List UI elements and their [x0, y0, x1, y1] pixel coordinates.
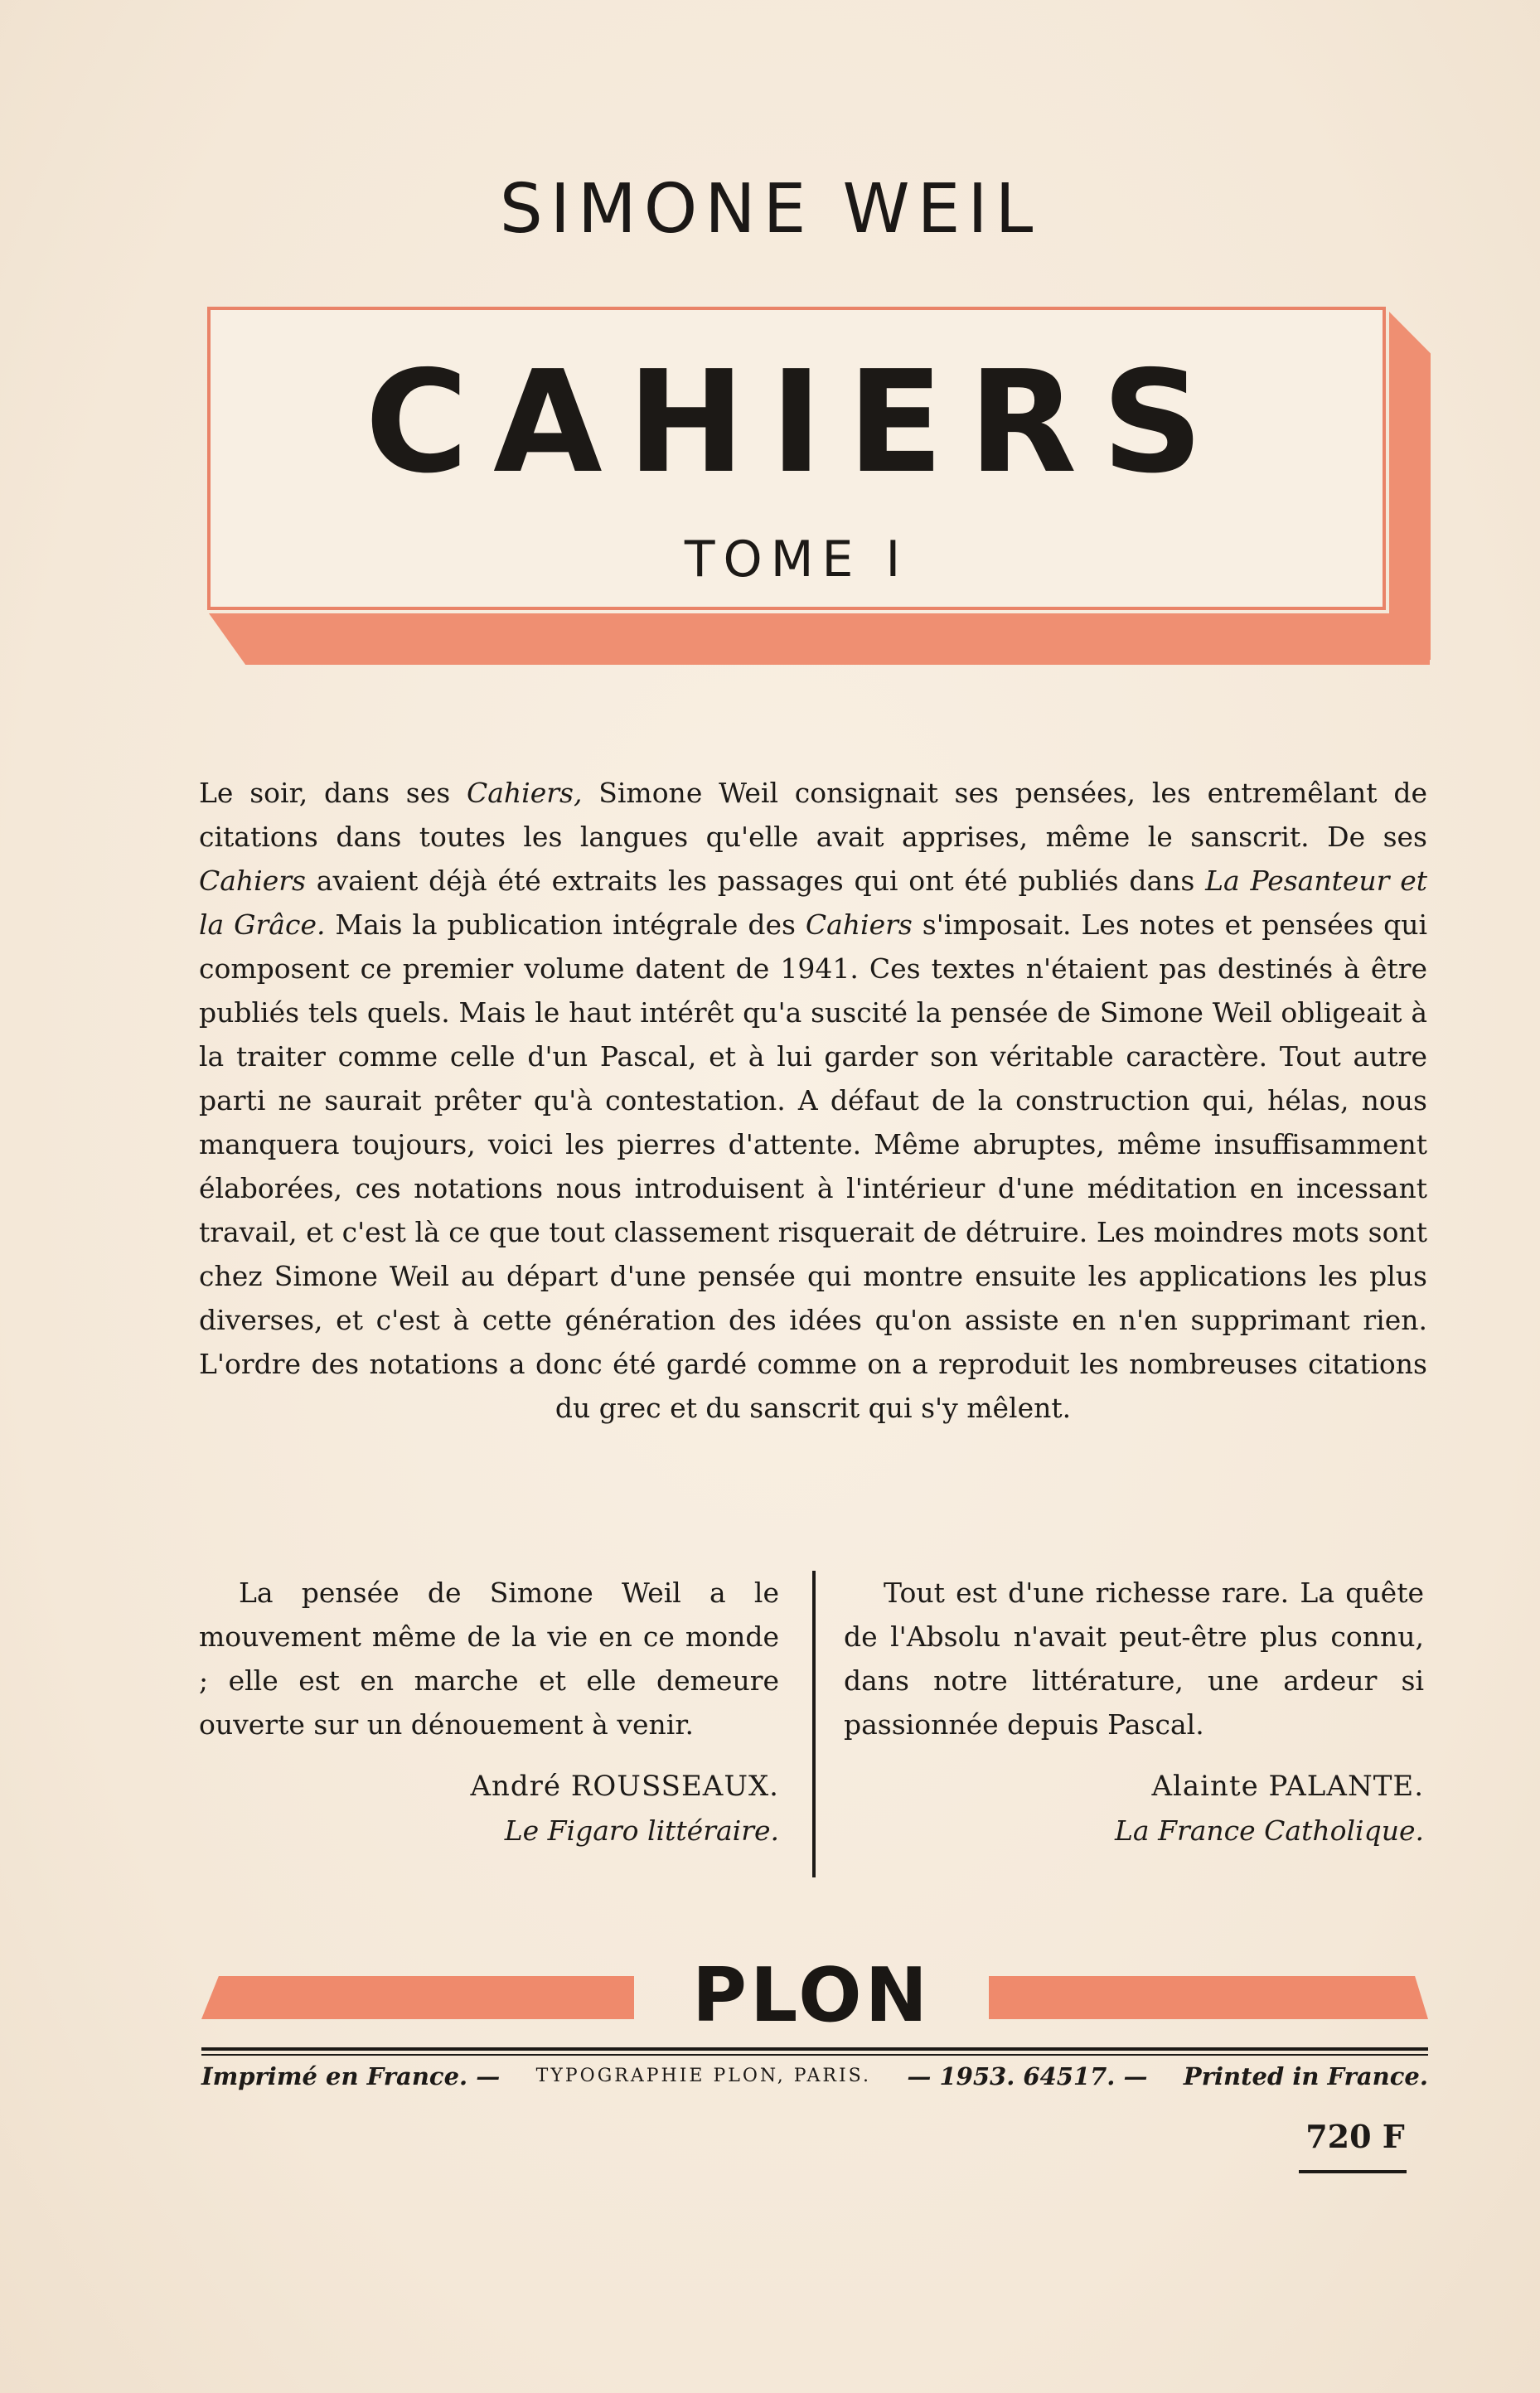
description-part: avaient déjà été extraits les passages qui ont été publiés dans	[305, 865, 1206, 897]
quote-author: Alainte PALANTE.	[1151, 1770, 1424, 1803]
title-box-shadow-bottom	[209, 613, 1430, 665]
imprint-rule-thin	[201, 2054, 1428, 2056]
description-part: Simone Weil consignait ses pensées, les entremêlant de citations dans toutes les langues qu'elle avait apprises, même le sanscrit. De ses	[199, 777, 1427, 853]
description-part: Le soir, dans ses	[199, 777, 467, 809]
book-title: CAHIERS	[365, 341, 1228, 505]
price-label: 720 F	[1305, 2118, 1405, 2155]
imprint-typography: TYPOGRAPHIE PLON, PARIS.	[535, 2066, 871, 2086]
publisher-bar-left	[201, 1976, 634, 2019]
description-text	[199, 771, 1427, 1430]
imprint-rule	[201, 2047, 1428, 2051]
publisher-name: PLON	[692, 1952, 931, 2039]
publisher-bar-right	[989, 1976, 1428, 2019]
description-italic: La Pesanteur et la Grâce.	[199, 865, 1427, 941]
author-name: SIMONE WEIL	[499, 170, 1041, 249]
imprint-right: Printed in France.	[1183, 2062, 1428, 2090]
press-quote-right	[844, 1571, 1424, 1853]
price-underline	[1299, 2170, 1407, 2173]
press-quote-left	[199, 1571, 779, 1853]
description-part: s'imposait. Les notes et pensées qui composent ce premier volume datent de 1941. Ces textes n'étaient pas destinés à être publiés tels quels. Mais le haut intérêt qu'a suscité la pensée de Simone Weil obligeait à la traiter comme celle d'un Pascal, et à lui garder son véritable caractère. Tout autre parti ne saurait prêter qu'à contestation. A défaut de la construction qui, hélas, nous manquera toujours, voici les pierres d'attente. Même abruptes, même insuffisamment élaborées, ces notations nous introduisent à l'intérieur d'une méditation en incessant travail, et c'est là ce que tout classement risquerait de détruire. Les moindres mots sont chez Simone Weil au départ d'une pensée qui montre ensuite les applications les plus diverses, et c'est à cette génération des idées qu'on assiste en n'en supprimant rien. L'ordre des notations a donc été gardé comme on a reproduit les nombreuses citations du grec et du sanscrit qui s'y mêlent.	[199, 908, 1428, 1424]
quote-text: La pensée de Simone Weil a le mouvement même de la vie en ce monde ; elle est en marche et elle demeure ouverte sur un dénouement à venir.	[199, 1577, 779, 1741]
quote-source: La France Catholique.	[1115, 1814, 1424, 1847]
volume-label: TOME I	[684, 530, 909, 589]
quote-source: Le Figaro littéraire.	[504, 1814, 779, 1847]
imprint-numbers: — 1953. 64517. —	[907, 2062, 1148, 2090]
description-italic: Cahiers	[199, 865, 306, 897]
imprint-left: Imprimé en France. —	[201, 2062, 501, 2090]
quote-divider	[812, 1571, 816, 1877]
title-box-shadow-right	[1389, 312, 1431, 660]
description-part: Mais la publication intégrale des	[325, 908, 806, 941]
press-quotes	[199, 1571, 1427, 1877]
description-italic: Cahiers	[805, 908, 913, 941]
quote-author: André ROUSSEAUX.	[470, 1770, 779, 1803]
description-italic: Cahiers,	[466, 777, 583, 809]
quote-text: Tout est d'une richesse rare. La quête de l'Absolu n'avait peut-être plus connu, dans notre littérature, une ardeur si passionnée depuis Pascal.	[844, 1577, 1424, 1741]
imprint-line	[201, 2060, 1428, 2093]
